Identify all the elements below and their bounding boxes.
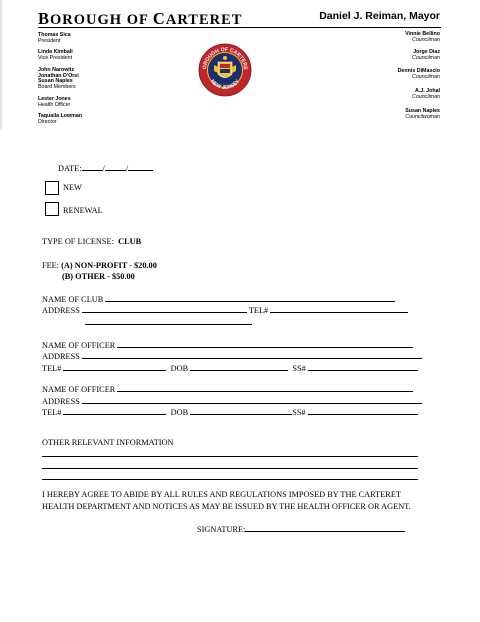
council-dimascio [398, 69, 440, 80]
club-name-blank[interactable] [105, 294, 395, 302]
council-name: Susan Naples [405, 108, 440, 114]
council-name: A.J. Johal [414, 88, 440, 94]
date-separator: / [102, 164, 105, 173]
member-kimball [38, 50, 73, 61]
club-address-row[interactable] [42, 305, 408, 315]
license-type-value: CLUB [118, 237, 142, 246]
date-year-blank[interactable] [125, 163, 153, 173]
title-rest-1: OROUGH OF [50, 12, 153, 28]
club-tel-blank[interactable] [270, 305, 408, 313]
member-name: Linda Kimball [38, 49, 73, 55]
club-address-label: ADDRESS [42, 306, 80, 315]
officer-tel-label: TEL# [42, 408, 62, 417]
club-tel-label: TEL# [248, 306, 269, 315]
club-address-blank[interactable] [82, 305, 247, 313]
other-info-line[interactable] [42, 468, 418, 469]
member-title: Director [38, 118, 57, 125]
club-name-row[interactable] [42, 294, 395, 304]
council-title: Councilman [412, 36, 440, 43]
signature-label: SIGNATURE: [197, 525, 246, 534]
date-separator: / [125, 164, 129, 173]
council-johal [412, 89, 440, 100]
member-title: Board Members [38, 83, 76, 90]
member-jones [38, 97, 71, 108]
license-type [42, 237, 141, 246]
officer-dob-blank[interactable] [190, 363, 288, 371]
council-bellino [405, 32, 440, 43]
council-title: Councilman [412, 54, 440, 61]
member-lowman [38, 114, 82, 125]
council-title: Councilman [412, 73, 440, 80]
new-label: NEW [63, 183, 82, 192]
date-field[interactable] [58, 163, 153, 173]
renewal-label: RENEWAL [63, 206, 103, 215]
fee-other: (B) OTHER - $50.00 [62, 272, 135, 281]
fee-label: FEE: [42, 261, 60, 270]
council-title: Councilman [412, 93, 440, 100]
officer-dob-blank[interactable] [190, 407, 292, 415]
renewal-checkbox[interactable] [45, 202, 59, 216]
member-title: Health Officer [38, 101, 71, 108]
officer-address-blank[interactable] [82, 396, 422, 404]
council-name: Jorge Diaz [413, 49, 440, 55]
club-name-label: NAME OF CLUB [42, 295, 104, 304]
officer2-details-row[interactable] [42, 407, 418, 417]
officer-name-label: NAME OF OFFICER [42, 341, 116, 350]
officer-address-label: ADDRESS [42, 352, 80, 361]
license-type-label: TYPE OF LICENSE: [42, 237, 114, 246]
officer-address-label: ADDRESS [42, 397, 80, 406]
member-name: Taquaila Lowman [38, 113, 83, 119]
title-initial-c: C [152, 9, 166, 28]
agreement-text [42, 489, 411, 513]
officer-dob-label: DOB [170, 408, 189, 417]
officer-ss-label: SS# [292, 408, 306, 417]
council-name: Dennis DiMascio [397, 68, 440, 74]
date-day-blank[interactable] [102, 163, 129, 173]
seal-top-text: OROUGH OF CARTERE [201, 46, 249, 71]
officer-tel-blank[interactable] [63, 363, 166, 371]
fee-line-a [42, 261, 157, 270]
other-info-line[interactable] [42, 456, 418, 457]
board-members [38, 68, 79, 90]
borough-seal-logo [198, 43, 252, 97]
officer1-details-row[interactable] [42, 363, 418, 373]
council-naples [405, 109, 440, 120]
borough-title [38, 9, 242, 29]
officer-dob-label: DOB [170, 364, 189, 373]
officer-address-blank[interactable] [82, 351, 422, 359]
signature-blank[interactable] [245, 524, 405, 532]
officer-ss-blank[interactable] [308, 407, 418, 415]
other-info-line[interactable] [42, 479, 418, 480]
officer-tel-blank[interactable] [63, 407, 166, 415]
new-checkbox[interactable] [45, 181, 59, 195]
member-title: President [38, 37, 61, 44]
fee-non-profit: (A) NON-PROFIT - $20.00 [61, 261, 157, 270]
header-divider [38, 27, 441, 28]
officer-name-blank[interactable] [117, 384, 413, 392]
officer-name-label: NAME OF OFFICER [42, 385, 116, 394]
other-info-label: OTHER RELEVANT INFORMATION [42, 438, 174, 447]
mayor-name: Daniel J. Reiman, Mayor [319, 10, 440, 22]
member-sica [38, 33, 71, 44]
officer-name-blank[interactable] [117, 340, 413, 348]
agreement-line-1: I HEREBY AGREE TO ABIDE BY ALL RULES AND REGULATIONS IMPOSED BY THE CARTERET [42, 490, 401, 499]
member-name: John Narowitz [38, 67, 75, 73]
date-month-blank[interactable] [82, 163, 103, 171]
officer2-address-row[interactable] [42, 396, 422, 406]
agreement-line-2: HEALTH DEPARTMENT AND NOTICES AS MAY BE ISSUED BY THE HEALTH OFFICER OR AGENT. [42, 502, 411, 511]
page-edge-shadow [0, 0, 2, 130]
officer-tel-label: TEL# [42, 364, 62, 373]
officer1-name-row[interactable] [42, 340, 413, 350]
title-initial-b: B [38, 9, 51, 28]
council-name: Vinnie Bellino [405, 31, 440, 37]
member-title: Vice President [38, 54, 73, 61]
member-name: Thomas Sica [38, 32, 71, 38]
officer-ss-blank[interactable] [308, 363, 418, 371]
officer-ss-label: SS# [292, 364, 306, 373]
seal-bottom-text: NEW JERSEY [208, 78, 242, 92]
member-name: Susan Naples [38, 78, 73, 85]
officer2-name-row[interactable] [42, 384, 413, 394]
council-diaz [412, 50, 440, 61]
title-rest-2: ARTERET [165, 12, 243, 28]
member-name: Jonathan D'Orsi [38, 72, 79, 79]
officer1-address-row[interactable] [42, 351, 422, 361]
member-name: Lester Jones [38, 96, 71, 102]
date-label: DATE: [58, 164, 82, 173]
signature-row[interactable] [197, 524, 405, 534]
council-title: Councilwoman [405, 113, 440, 120]
club-address-extra-line[interactable] [85, 324, 252, 325]
